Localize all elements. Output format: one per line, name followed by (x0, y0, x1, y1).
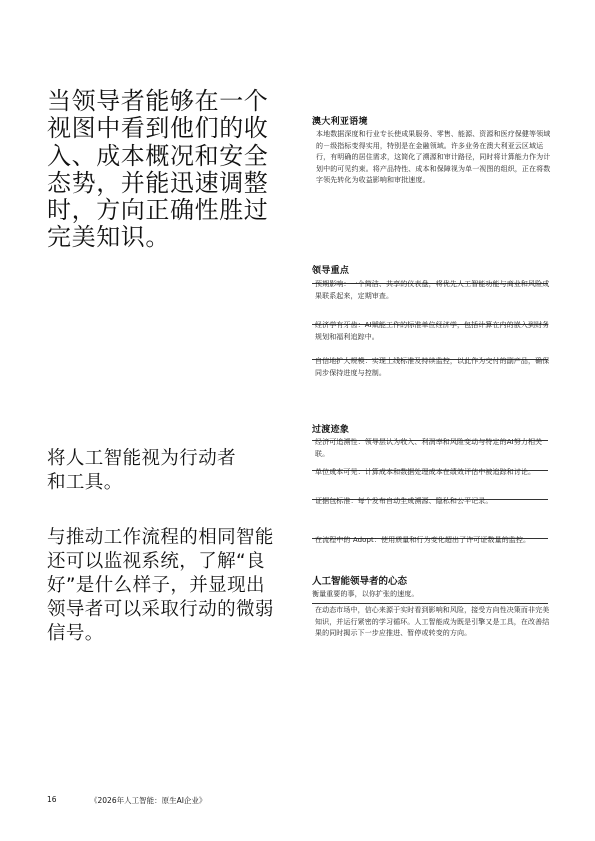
mindset-intro: 衡量重要的事，以你扩张的速度。 (312, 590, 419, 598)
mindset-text: 在动态市场中，信心来源于实时看到影响和风险，接受方向性决策而非完美知识，并运行紧密的学习循环。人工智能成为既是引擎又是工具，在改善结果的同时揭示下一步应推进、暂停或转变的方向。 (315, 606, 550, 637)
leadership-item: 经济学有牙齿：AI赋能工作的标准单位经济学，包括计算在内的嵌入到财务规划和福利追踪中。 (315, 321, 550, 341)
publication-title: 《2026年人工智能：原生AI企业》 (90, 796, 207, 805)
indicator-item: 在流程中的 Adopt：使用质量和行为变化超出了许可证数量的监控。 (315, 536, 531, 544)
section-heading-leadership: 领导重点 (312, 266, 350, 276)
headline: 当领导者能够在一个视图中看到他们的收入、成本概况和安全态势，并能迅速调整时，方向正确性胜过完美知识。 (47, 87, 269, 252)
subhead: 将人工智能视为行动者和工具。 (47, 448, 237, 493)
section-heading-indicators: 过渡迹象 (312, 425, 350, 435)
leadership-item: 自信地扩大规模：实现上线标准及持续监控，以此作为交付的副产品，确保同步保持进度与控制。 (315, 357, 550, 377)
indicator-item: 经济可追溯性：领导层认为收入、利润率和风险变动与特定的AI努力相关联。 (315, 438, 543, 458)
indicator-item: 证据包标准：每个发布自动生成溯源、隐私和公平记录。 (315, 497, 493, 505)
body-paragraph: 与推动工作流程的相同智能还可以监视系统，了解“良好”是什么样子，并显现出领导者可以采取行动的微弱信号。 (47, 527, 274, 644)
leadership-item: 预期影响：一个简洁、共享的仪表盘，将优先人工智能功能与商业和风险成果联系起来，定期审查。 (315, 280, 550, 300)
australia-text: 本地数据深度和行业专长使成果服务、零售、能源、资源和医疗保健等领域的－级指标变得实用，特别是在金融领域。许多业务在澳大利亚云区域运行，有明确的居住需求，这简化了溯源和审计路径，同时将计算能力作为计划中的可见约束。将产品特性、成本和保障视为单一视图的组织，正在将数字领先转化为收益影响和审批速度。 (316, 130, 551, 184)
divider (312, 603, 548, 604)
indicator-item: 单位成本可见：计算成本和数据处理成本在绩效评估中被追踪和讨论。 (315, 468, 536, 476)
section-heading-mindset: 人工智能领导者的心态 (312, 576, 408, 587)
section-heading-australia: 澳大利亚语境 (312, 117, 368, 127)
page-number: 16 (47, 795, 57, 804)
